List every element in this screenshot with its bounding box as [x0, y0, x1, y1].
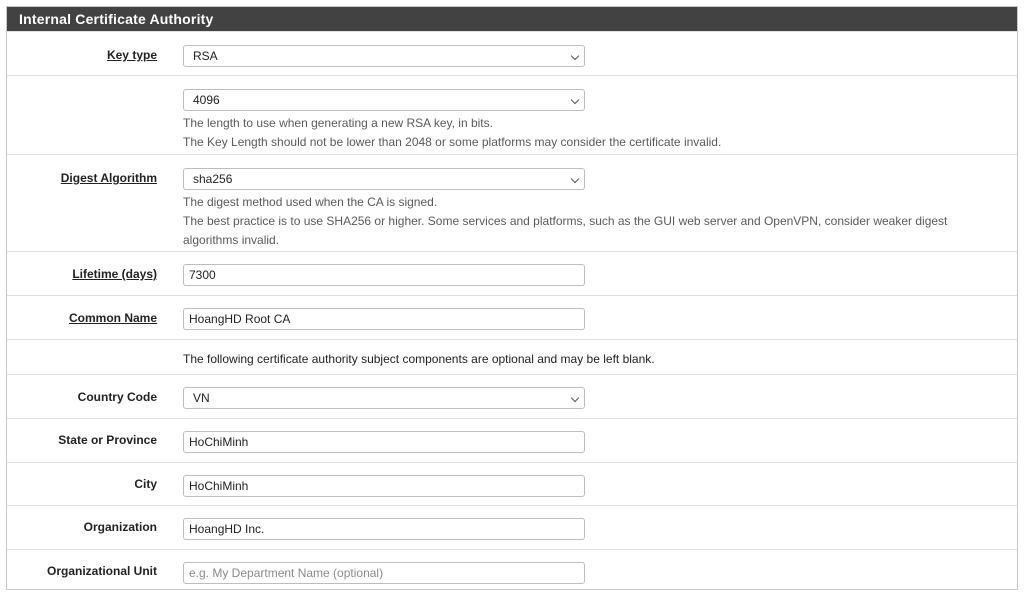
- key-type-value: RSA: [193, 49, 218, 63]
- key-length-help-line-1: The length to use when generating a new RSA key, in bits.: [183, 116, 493, 130]
- optional-note: The following certificate authority subject components are optional and may be left blank.: [183, 352, 655, 366]
- digest-value: sha256: [193, 172, 233, 186]
- digest-select[interactable]: [183, 168, 585, 190]
- organization-row: [7, 505, 1017, 549]
- optional-note-row: [7, 339, 1017, 374]
- lifetime-label: Lifetime (days): [72, 267, 157, 281]
- chevron-down-icon: [571, 96, 579, 104]
- internal-ca-panel: [6, 6, 1018, 590]
- digest-row: [7, 154, 1017, 251]
- state-row: [7, 418, 1017, 462]
- country-value: VN: [193, 391, 210, 405]
- org-unit-input[interactable]: e.g. My Department Name (optional): [183, 562, 585, 584]
- city-label: City: [134, 477, 157, 491]
- org-unit-label: Organizational Unit: [46, 564, 157, 578]
- key-length-value: 4096: [193, 93, 220, 107]
- key-length-help: [183, 114, 983, 152]
- city-row: [7, 462, 1017, 505]
- common-name-label: Common Name: [68, 311, 157, 325]
- lifetime-row: [7, 251, 1017, 295]
- organization-label: Organization: [83, 520, 157, 534]
- key-length-select[interactable]: [183, 89, 585, 111]
- common-name-input[interactable]: HoangHD Root CA: [183, 308, 585, 330]
- organization-input[interactable]: HoangHD Inc.: [183, 518, 585, 540]
- country-label: Country Code: [77, 390, 157, 404]
- key-length-help-line-2: The Key Length should not be lower than 2048 or some platforms may consider the certificate invalid.: [183, 135, 722, 149]
- lifetime-input[interactable]: 7300: [183, 264, 585, 286]
- chevron-down-icon: [571, 394, 579, 402]
- key-type-row: [7, 31, 1017, 75]
- state-label: State or Province: [58, 433, 157, 447]
- country-select[interactable]: [183, 387, 585, 409]
- org-unit-row: [7, 549, 1017, 589]
- country-row: [7, 374, 1017, 418]
- digest-help-line-3: algorithms invalid.: [183, 233, 280, 247]
- common-name-row: [7, 295, 1017, 339]
- digest-label: Digest Algorithm: [60, 171, 157, 185]
- state-input[interactable]: HoChiMinh: [183, 431, 585, 453]
- digest-help-line-1: The digest method used when the CA is signed.: [183, 195, 438, 209]
- key-length-row: [7, 75, 1017, 154]
- chevron-down-icon: [571, 52, 579, 60]
- panel-title: Internal Certificate Authority: [7, 7, 1017, 31]
- city-input[interactable]: HoChiMinh: [183, 475, 585, 497]
- digest-help: [183, 193, 983, 250]
- digest-help-line-2: The best practice is to use SHA256 or higher. Some services and platforms, such as the GUI web server and OpenVPN, consider weaker digest: [183, 214, 948, 228]
- chevron-down-icon: [571, 175, 579, 183]
- key-type-label: Key type: [106, 48, 157, 62]
- key-type-select[interactable]: [183, 45, 585, 67]
